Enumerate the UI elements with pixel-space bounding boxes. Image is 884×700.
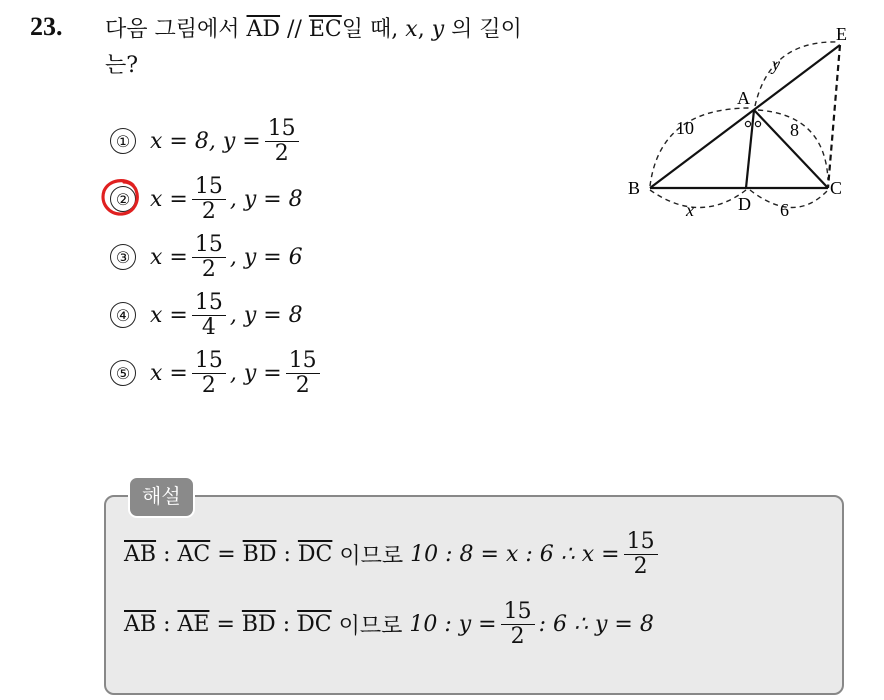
seg-ab: $\overline{AB}$: [124, 612, 157, 637]
solution-expression: 10 : y =: [409, 612, 497, 637]
label-d: D: [738, 194, 751, 214]
fraction-denominator: 2: [295, 372, 310, 398]
choice-y-text: , y =: [229, 360, 282, 386]
choice-x-fraction: [192, 175, 226, 224]
question-text-c: 의 길이: [451, 17, 522, 42]
choice-number: ⑤: [110, 360, 136, 386]
equals: =: [217, 542, 236, 567]
choice-5[interactable]: [110, 344, 324, 402]
colon: :: [282, 612, 291, 637]
fraction-denominator: 2: [201, 256, 216, 282]
fraction-numerator: 15: [192, 291, 226, 316]
choice-x-fraction: [192, 291, 226, 340]
parallel-symbol: //: [287, 17, 302, 42]
label-e: E: [836, 24, 847, 44]
seg-ac: $\overline{AC}$: [177, 542, 211, 567]
solution-line-1: [124, 530, 662, 579]
angle-mark-left: [745, 121, 750, 126]
solution-word: 이므로: [338, 614, 403, 639]
choice-x-fraction: [192, 349, 226, 398]
var-x: x: [405, 17, 418, 42]
fraction-numerator: 15: [192, 233, 226, 258]
choice-y-text: y =: [222, 128, 261, 154]
fraction-denominator: 2: [201, 372, 216, 398]
colon: :: [163, 612, 171, 637]
fraction-numerator: 15: [286, 349, 320, 374]
solution-tail: : 6 ∴ y = 8: [538, 612, 654, 637]
triangle-diagram: [620, 20, 860, 230]
solution-line-2: [124, 600, 654, 649]
choice-y-text: , y = 6: [229, 244, 303, 270]
question-text: [105, 12, 605, 84]
choice-1[interactable]: [110, 112, 324, 170]
fraction-denominator: 2: [201, 198, 216, 224]
seg-ae: $\overline{AE}$: [177, 612, 210, 637]
choice-y-text: , y = 8: [229, 302, 303, 328]
choice-x-text: x = 8,: [150, 128, 216, 154]
choice-x-text: x =: [150, 244, 188, 270]
solution-expression: 10 : 8 = x : 6 ∴ x =: [410, 542, 620, 567]
solution-fraction: [624, 530, 658, 579]
choice-number: ④: [110, 302, 136, 328]
var-y: y: [431, 17, 445, 42]
choice-number: ②: [110, 186, 136, 212]
label-c: C: [830, 178, 843, 198]
question-text-d: 는?: [105, 53, 139, 78]
comma: ,: [417, 17, 425, 42]
choice-x-text: x =: [150, 186, 188, 212]
fraction-numerator: 15: [624, 530, 658, 555]
fraction-denominator: 2: [510, 624, 525, 649]
seg-bd: $\overline{BD}$: [242, 542, 277, 567]
equals: =: [216, 612, 235, 637]
fraction-numerator: 15: [192, 175, 226, 200]
seg-dc: $\overline{DC}$: [297, 542, 333, 567]
fraction-denominator: 4: [201, 314, 216, 340]
solution-word: 이므로: [339, 544, 404, 569]
segment-ec: [828, 45, 840, 188]
angle-mark-right: [755, 121, 760, 126]
choice-number: ①: [110, 128, 136, 154]
fraction-numerator: 15: [265, 117, 299, 142]
question-number: 23.: [30, 12, 63, 41]
choice-3[interactable]: [110, 228, 324, 286]
solution-fraction: [501, 600, 535, 649]
selected-circle-mark: [100, 177, 142, 219]
choice-y-fraction: [265, 117, 299, 166]
fraction-numerator: 15: [501, 600, 535, 625]
fraction-denominator: 2: [633, 554, 648, 579]
fraction-denominator: 2: [274, 140, 289, 166]
label-ae-length: y: [772, 54, 780, 74]
seg-ab: $\overline{AB}$: [124, 542, 157, 567]
arc-bd: [650, 190, 746, 208]
arc-ab: [650, 108, 750, 186]
seg-bd: $\overline{BD}$: [241, 612, 276, 637]
choice-y-fraction: [286, 349, 320, 398]
choice-y-text: , y = 8: [229, 186, 303, 212]
solution-tag: 해설: [128, 476, 195, 518]
label-bd-length: x: [686, 200, 694, 220]
solution-box: [104, 495, 844, 695]
seg-dc: $\overline{DC}$: [297, 612, 332, 637]
choice-x-fraction: [192, 233, 226, 282]
choice-4[interactable]: [110, 286, 324, 344]
segment-ec: $\overline{EC}$: [308, 17, 342, 42]
colon: :: [163, 542, 171, 567]
choice-number: ③: [110, 244, 136, 270]
choice-x-text: x =: [150, 302, 188, 328]
label-b: B: [628, 178, 641, 198]
question-text-a: 다음 그림에서: [105, 17, 240, 42]
arc-dc: [750, 190, 828, 208]
question-text-b: 일 때,: [341, 17, 399, 42]
answer-choices: [110, 112, 324, 402]
choice-x-text: x =: [150, 360, 188, 386]
arc-ae: [755, 42, 838, 106]
label-dc-length: 6: [780, 200, 789, 220]
choice-2[interactable]: [110, 170, 324, 228]
label-ab-length: 10: [676, 118, 694, 138]
fraction-numerator: 15: [192, 349, 226, 374]
segment-ad: $\overline{AD}$: [246, 17, 281, 42]
label-ac-length: 8: [790, 120, 799, 140]
segment-be: [650, 45, 840, 188]
label-a: A: [737, 88, 750, 108]
colon: :: [283, 542, 291, 567]
